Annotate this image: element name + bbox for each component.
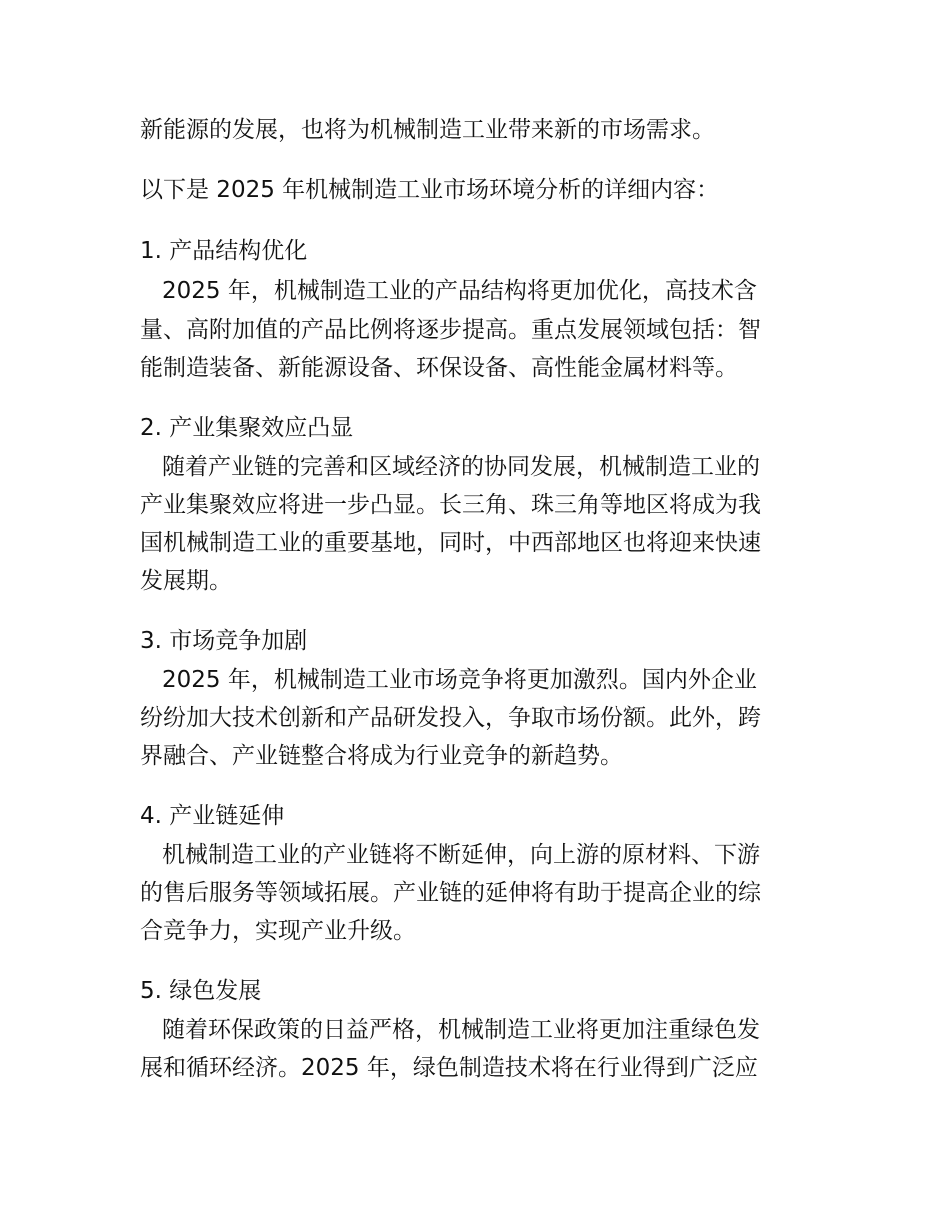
paragraph-line: 新能源的发展，也将为机械制造工业带来新的市场需求。 — [140, 117, 715, 143]
paragraph-line: 量、高附加值的产品比例将逐步提高。重点发展领域包括：智 — [140, 317, 761, 343]
paragraph-line: 随着环保政策的日益严格，机械制造工业将更加注重绿色发 — [162, 1017, 760, 1043]
section-heading: 1. 产品结构优化 — [140, 238, 308, 264]
paragraph-line: 产业集聚效应将进一步凸显。长三角、珠三角等地区将成为我 — [140, 492, 761, 518]
paragraph-line: 机械制造工业的产业链将不断延伸，向上游的原材料、下游 — [162, 842, 760, 868]
section-heading: 5. 绿色发展 — [140, 978, 262, 1004]
intro-line: 以下是 2025 年机械制造工业市场环境分析的详细内容： — [140, 177, 720, 203]
paragraph-line: 的售后服务等领域拓展。产业链的延伸将有助于提高企业的综 — [140, 880, 761, 906]
paragraph-line: 随着产业链的完善和区域经济的协同发展，机械制造工业的 — [162, 454, 760, 480]
section-heading: 3. 市场竞争加剧 — [140, 628, 308, 654]
paragraph-line: 合竞争力，实现产业升级。 — [140, 918, 416, 944]
paragraph-line: 国机械制造工业的重要基地，同时，中西部地区也将迎来快速 — [140, 530, 761, 556]
paragraph-line: 纷纷加大技术创新和产品研发投入，争取市场份额。此外，跨 — [140, 705, 761, 731]
section-heading: 2. 产业集聚效应凸显 — [140, 415, 354, 441]
paragraph-line: 能制造装备、新能源设备、环保设备、高性能金属材料等。 — [140, 355, 738, 381]
paragraph-line: 2025 年，机械制造工业的产品结构将更加优化，高技术含 — [162, 278, 757, 304]
section-heading: 4. 产业链延伸 — [140, 803, 285, 829]
paragraph-line: 展和循环经济。2025 年，绿色制造技术将在行业得到广泛应 — [140, 1055, 758, 1081]
paragraph-line: 界融合、产业链整合将成为行业竞争的新趋势。 — [140, 743, 623, 769]
paragraph-line: 发展期。 — [140, 568, 232, 594]
paragraph-line: 2025 年，机械制造工业市场竞争将更加激烈。国内外企业 — [162, 667, 757, 693]
